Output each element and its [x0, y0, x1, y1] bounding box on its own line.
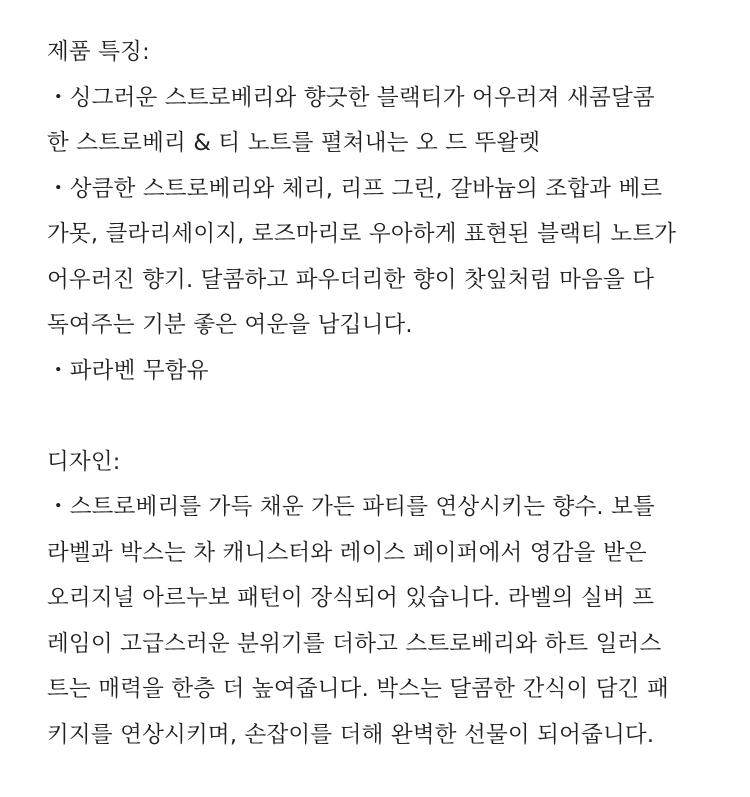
design-line: ・스트로베리를 가득 채운 가든 파티를 연상시키는 향수. 보틀 [47, 494, 655, 520]
features-line: 가못, 클라리세이지, 로즈마리로 우아하게 표현된 블랙티 노트가 [47, 221, 677, 247]
features-heading: 제품 특징: [47, 39, 150, 65]
section-spacer [47, 394, 727, 440]
features-line: ・상큼한 스트로베리와 체리, 리프 그린, 갈바늄의 조합과 베르 [47, 175, 663, 202]
design-line: 키지를 연상시키며, 손잡이를 더해 완벽한 선물이 되어줍니다. [47, 721, 655, 748]
features-line: 어우러진 향기. 달콤하고 파우더리한 향이 찻잎처럼 마음을 다 [47, 266, 655, 293]
design-section [47, 440, 727, 759]
design-heading: 디자인: [47, 448, 121, 475]
features-line: 독여주는 기분 좋은 여운을 남깁니다. [47, 312, 413, 338]
features-section [47, 30, 727, 394]
design-line: 레임이 고급스러운 분위기를 더하고 스트로베리와 하트 일러스 [47, 630, 662, 657]
features-line: ・파라벤 무함유 [47, 357, 209, 384]
design-line: 라벨과 박스는 차 캐니스터와 레이스 페이퍼에서 영감을 받은 [47, 539, 647, 566]
design-line: 트는 매력을 한층 더 높여줍니다. 박스는 달콤한 간식이 담긴 패 [47, 676, 669, 702]
design-line: 오리지널 아르누보 패턴이 장식되어 있습니다. 라벨의 실버 프 [47, 585, 655, 611]
features-line: 한 스트로베리 & 티 노트를 펼쳐내는 오 드 뚜왈렛 [47, 130, 541, 156]
features-line: ・싱그러운 스트로베리와 향긋한 블랙티가 어우러져 새콤달콤 [47, 84, 655, 111]
product-description [47, 30, 727, 758]
